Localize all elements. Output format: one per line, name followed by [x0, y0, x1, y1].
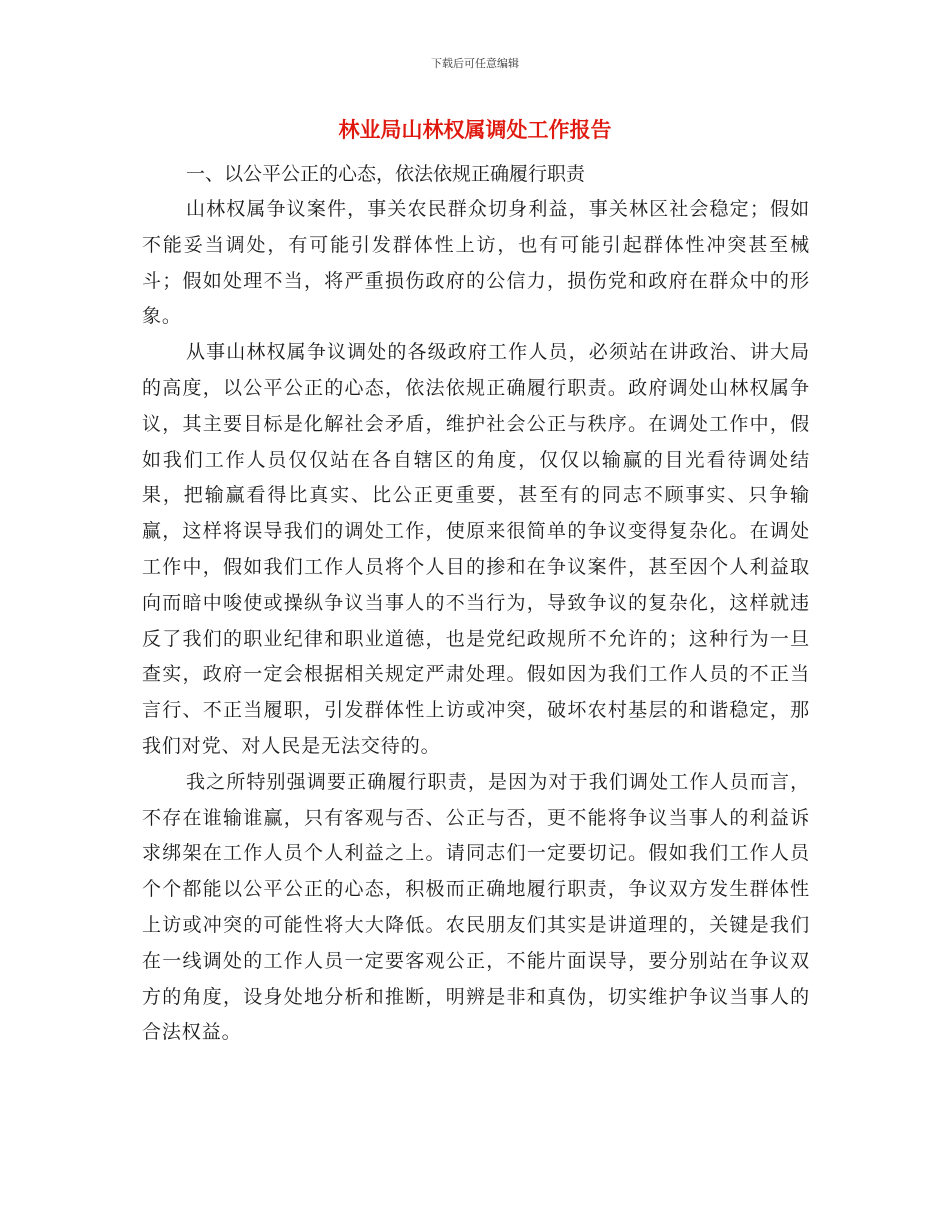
paragraph-1: 山林权属争议案件，事关农民群众切身利益，事关林区社会稳定；假如不能妥当调处，有可能引发群体性上访，也有可能引起群体性冲突甚至械斗；假如处理不当，将严重损伤政府的公信力，损伤党和政府在群众中的形象。: [142, 198, 810, 328]
page-header-note: 下载后可任意编辑: [431, 57, 519, 70]
section-heading: 一、以公平公正的心态，依法依规正确履行职责: [186, 163, 586, 185]
paragraph-3: 我之所特别强调要正确履行职责，是因为对于我们调处工作人员而言，不存在谁输谁赢，只有客观与否、公正与否，更不能将争议当事人的利益诉求绑架在工作人员个人利益之上。请同志们一定要切记。假如我们工作人员个个都能以公平公正的心态，积极而正确地履行职责，争议双方发生群体性上访或冲突的可能性将大大降低。农民朋友们其实是讲道理的，关键是我们在一线调处的工作人员一定要客观公正，不能片面误导，要分别站在争议双方的角度，设身处地分析和推断，明辨是非和真伪，切实维护争议当事人的合法权益。: [142, 770, 810, 1044]
document-title: 林业局山林权属调处工作报告: [338, 118, 612, 142]
paragraph-2: 从事山林权属争议调处的各级政府工作人员，必须站在讲政治、讲大局的高度，以公平公正的心态，依法依规正确履行职责。政府调处山林权属争议，其主要目标是化解社会矛盾，维护社会公正与秩序。在调处工作中，假如我们工作人员仅仅站在各自辖区的角度，仅仅以输赢的目光看待调处结果，把输赢看得比真实、比公正更重要，甚至有的同志不顾事实、只争输赢，这样将误导我们的调处工作，使原来很简单的争议变得复杂化。在调处工作中，假如我们工作人员将个人目的掺和在争议案件，甚至因个人利益取向而暗中唆使或操纵争议当事人的不当行为，导致争议的复杂化，这样就违反了我们的职业纪律和职业道德，也是党纪政规所不允许的；这种行为一旦查实，政府一定会根据相关规定严肃处理。假如因为我们工作人员的不正当言行、不正当履职，引发群体性上访或冲突，破坏农村基层的和谐稳定，那我们对党、对人民是无法交待的。: [142, 341, 810, 757]
document-body: [142, 156, 810, 1051]
